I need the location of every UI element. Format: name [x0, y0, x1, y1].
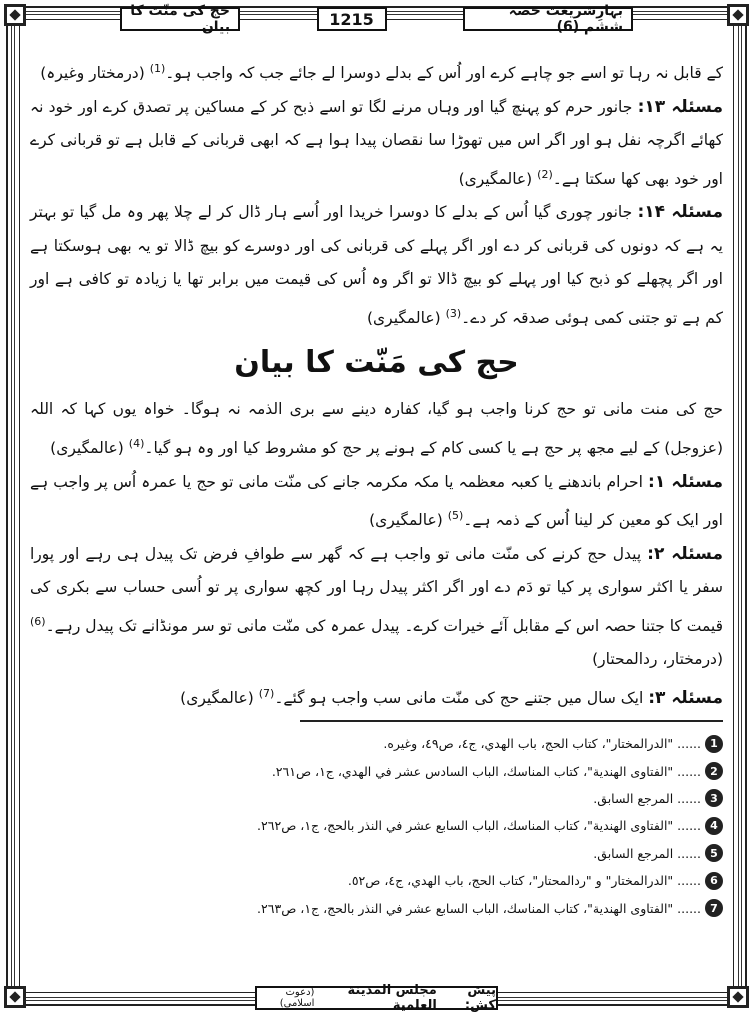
masala-label: مسئلہ ۱:	[648, 471, 723, 492]
paragraph-text: پیدل حج کرنے کی منّت مانی تو واجب ہے کہ گھر سے طوافِ فرض تک پیدل ہی رہے اور پورا سفر یا اکثر سواری پر کیا تو دَم دے اور اگر اکثر پیدل رہا اور کچھ سواری پر تو اُسی حساب سے بکری کی قیمت کا جتنا حصہ اس کے مقابل آئے خیرات کرے۔ پیدل عمرہ کی منّت مانی تو سر مونڈانے تک پیدل رہے۔	[30, 544, 723, 635]
corner-ornament-icon	[727, 4, 749, 26]
source-citation: (عالمگیری)	[180, 689, 254, 708]
page-footer	[255, 983, 498, 1012]
footnotes	[30, 730, 723, 922]
footnote-item	[30, 757, 723, 784]
source-citation: (عالمگیری)	[50, 439, 124, 458]
footnote-item	[30, 867, 723, 894]
footnote-text: ...... "الفتاوى الهندية"، كتاب المناسك، الباب السابع عشر في النذر بالحج، ج١، ص٢٦٣.	[257, 900, 701, 916]
footnote-item	[30, 840, 723, 867]
footnote-ref[interactable]: (3)	[445, 306, 462, 320]
paragraph	[30, 196, 723, 335]
paragraph	[30, 52, 723, 91]
page-number: 1215	[317, 7, 387, 31]
paragraph	[30, 677, 723, 716]
paragraph-text: جانور حرم کو پہنچ گیا اور وہاں مرنے لگا تو اسے ذبح کر کے مساکین پر تصدق کرے اور خود نہ کھائے اگرچہ نفل ہو اور اگر اس میں تھوڑا سا نقصان پیدا ہوا ہے کہ ابھی قربانی کے قابل ہے تو قربانی کرے اور خود بھی کھا سکتا ہے۔	[30, 97, 723, 188]
footnote-divider	[300, 720, 723, 722]
section-title: حج کی مَنّت کا بیان	[234, 345, 519, 381]
paragraph-text: احرام باندھنے یا کعبہ معظمہ یا مکہ مکرمہ جانے کی منّت مانی تو حج یا عمرہ اُس پر واجب ہے اور ایک کو معین کر لینا اُس کے ذمہ ہے۔	[30, 472, 723, 530]
page-header	[120, 3, 633, 35]
main-text	[30, 52, 723, 716]
footnote-text: ...... المرجع السابق.	[593, 845, 701, 861]
footnote-text: ...... المرجع السابق.	[593, 790, 701, 806]
footnote-ref[interactable]: (1)	[149, 62, 166, 75]
masala-label: مسئلہ ۱۳:	[637, 96, 723, 117]
corner-ornament-icon	[4, 4, 26, 26]
footnote-text: ...... "الدرالمختار" و "ردالمحتار"، كتاب الحج، باب الهدي، ج٤، ص٥٢.	[347, 873, 701, 889]
masala-label: مسئلہ ۲:	[647, 543, 723, 564]
paragraph-text: حج کی منت مانی تو حج کرنا واجب ہو گیا، کفارہ دینے سے بری الذمہ نہ ہوگا۔ خواہ یوں کہا کہ اللہ (عزوجل) کے لیے مجھ پر حج ہے یا کسی کام کے ہونے پر حج کو مشروط کیا اور وہ ہو گیا۔	[30, 400, 723, 458]
footnote-number: 1	[705, 735, 723, 753]
paragraph-text: کے قابل نہ رہا تو اسے جو چاہے کرے اور اُس کے بدلے دوسرا لے جائے جب کہ واجب ہو۔	[165, 64, 723, 83]
source-citation: (عالمگیری)	[369, 511, 443, 530]
source-citation: (درمختار، ردالمحتار)	[592, 650, 723, 669]
publisher-sub: (دعوت اسلامی)	[279, 987, 315, 1009]
footnote-item	[30, 894, 723, 921]
paragraph	[30, 91, 723, 197]
footnote-item	[30, 730, 723, 757]
footnote-item	[30, 785, 723, 812]
footer-label: پیش کش:	[464, 983, 496, 1012]
paragraph-text: ایک سال میں جتنے حج کی منّت مانی سب واجب ہو گئے۔	[274, 689, 644, 708]
footnote-number: 7	[705, 899, 723, 917]
paragraph	[30, 466, 723, 538]
footnote-ref[interactable]: (2)	[537, 167, 553, 181]
footnote-number: 5	[705, 844, 723, 862]
footnote-text: ...... "الفتاوى الهندية"، كتاب المناسك، الباب السادس عشر في الهدي، ج١، ص٢٦١.	[271, 763, 701, 779]
footnote-ref[interactable]: (5)	[447, 509, 464, 523]
masala-label: مسئلہ ۳:	[648, 688, 723, 709]
footnote-text: ...... "الفتاوى الهندية"، كتاب المناسك، الباب السابع عشر في النذر بالحج، ج١، ص٢٦٢.	[257, 818, 701, 834]
chapter-title: حج کی منّت کا بیان	[120, 7, 240, 31]
footnote-number: 4	[705, 817, 723, 835]
source-citation: (عالمگیری)	[366, 308, 441, 327]
footnote-ref[interactable]: (7)	[258, 686, 275, 700]
paragraph	[30, 393, 723, 465]
footnote-ref[interactable]: (6)	[30, 614, 46, 628]
footnote-text: ...... "الدرالمختار"، كتاب الحج، باب الهدي، ج٤، ص٤٩، وغيره.	[383, 736, 701, 752]
book-title: بہارِشریعت حصہ ششم (6)	[463, 7, 633, 31]
footnote-number: 3	[705, 789, 723, 807]
footnote-number: 6	[705, 872, 723, 890]
corner-ornament-icon	[4, 986, 26, 1008]
source-citation: (عالمگیری)	[458, 169, 533, 188]
paragraph-text: جانور چوری گیا اُس کے بدلے کا دوسرا خریدا اور اُسے ہار ڈال کر لے چلا پھر وہ مل گیا تو بہتر یہ ہے کہ دونوں کی قربانی کر دے اور اگر پہلے کی قربانی کی اور دوسرے کو بیچ ڈالا تو یہ بھی ہوسکتا ہے اور اگر پچھلے کو ذبح کیا اور پہلے کو بیچ ڈالا تو اگر وہ اُس کی قیمت میں برابر تھا یا زیادہ تو کافی ہے اور کم ہے تو جتنی کمی ہوئی صدقہ کر دے۔	[30, 203, 723, 327]
publisher-name: مجلس المدينة العلمية	[347, 983, 437, 1012]
footnote-ref[interactable]: (4)	[128, 436, 145, 450]
footnote-number: 2	[705, 762, 723, 780]
footnote-item	[30, 812, 723, 839]
paragraph	[30, 538, 723, 677]
source-citation: (درمختار وغیرہ)	[40, 64, 145, 83]
masala-label: مسئلہ ۱۴:	[637, 202, 723, 223]
corner-ornament-icon	[727, 986, 749, 1008]
